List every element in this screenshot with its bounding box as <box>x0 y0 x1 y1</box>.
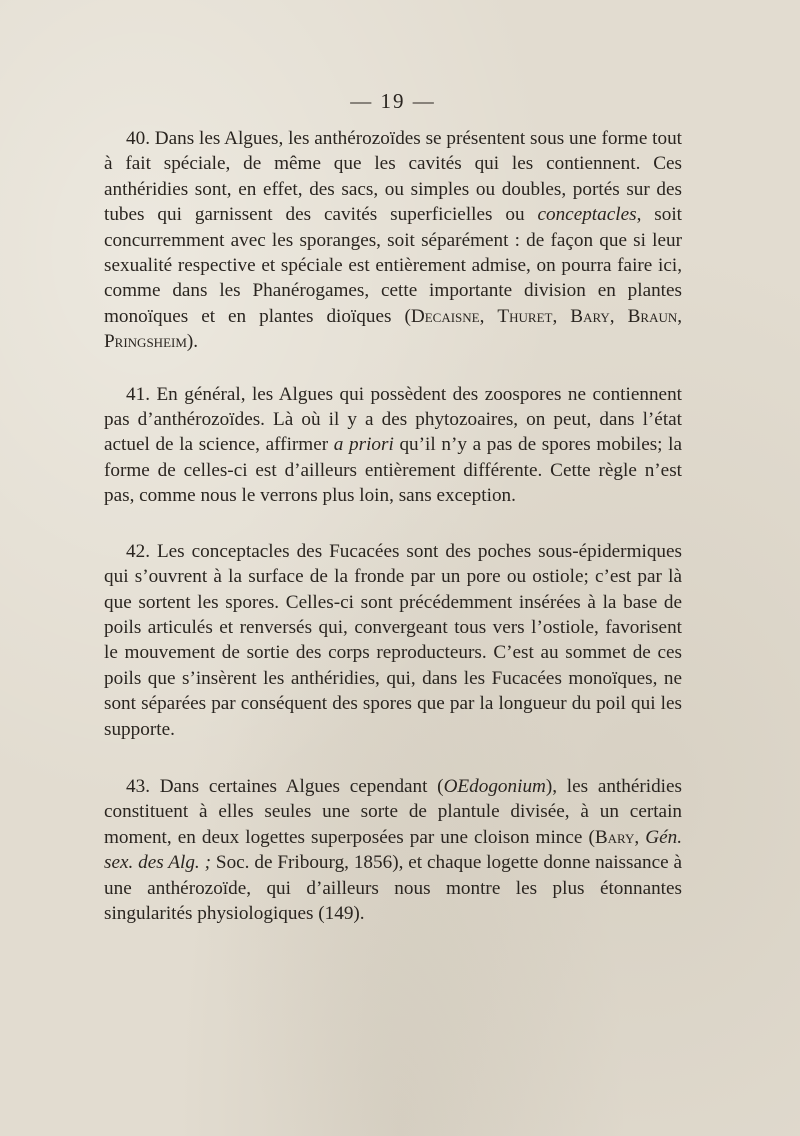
author-name: Pringsheim <box>104 331 187 353</box>
paragraph-text: Dans les Algues, les anthérozoïdes se présentent sous une forme tout à fait spéciale, de même que les cavités qui les contiennent. Ces anthéridies sont, en effet, des sacs, ou simples ou doubles, portés sur des tubes qui garnissent des cavités superficielles ou <box>104 128 682 226</box>
page-number: — 19 — <box>350 89 436 113</box>
paragraph-41 <box>104 382 682 509</box>
paragraph-number: 42. <box>126 540 150 562</box>
paragraph-gap <box>104 355 682 382</box>
separator: , <box>479 305 498 327</box>
paragraph-gap <box>104 509 682 539</box>
italic-term: OEdogonium <box>443 775 546 797</box>
paragraph-gap <box>104 742 682 774</box>
paragraph-number: 41. <box>126 383 150 405</box>
paragraph-text: Les conceptacles des Fucacées sont des poches sous-épidermiques qui s’ouvrent à la surface de la fronde par un pore ou ostiole; c’est par là que sortent les spores. Celles-ci sont précédemment insérées à la base de poils articulés et renversés qui, convergeant tous vers l’ostiole, favorisent le mouvement de sortie des corps reproducteurs. C’est au sommet de ces poils que s’insèrent les anthéridies, qui, dans les Fucacées monoïques, ne sont séparées par conséquent des spores que par la longueur du poil qui les supporte. <box>104 540 682 740</box>
paragraph-text: En général, les Algues qui possèdent des zoospores ne contiennent pas d’anthérozoïdes. Là où il y a des phytozoaires, on peut, dans l’état actuel de la science, affirmer <box>104 383 682 456</box>
author-name: Decaisne <box>410 305 480 327</box>
paragraph-text: Dans certaines Algues cependant ( <box>149 775 444 797</box>
author-name: Thuret <box>497 305 553 327</box>
paragraph-43 <box>104 774 682 926</box>
separator: , <box>609 305 628 327</box>
paragraph-42 <box>104 539 682 742</box>
separator: , <box>634 826 646 848</box>
paragraph-text: qu’il n’y a pas de spores mobiles; la forme de celles-ci est d’ailleurs entièrement différente. Cette règle n’est pas, comme nous le verrons plus loin, sans exception. <box>104 434 683 507</box>
paragraph-number: 40. <box>126 128 150 149</box>
paragraph-40 <box>104 126 682 355</box>
paragraph-text: , soit concurremment avec les sporanges, soit séparément : de façon que si leur sexualité respective et spéciale est entièrement admise, on pourra faire ici, comme dans les Phanérogames, cette importante division en plantes monoïques et en plantes dioïques ( <box>104 204 682 327</box>
paragraph-text: Soc. de Fribourg, 1856), et chaque logette donne naissance à une anthérozoïde, qui d’ailleurs nous montre les plus étonnantes singularités physiologiques (149). <box>104 852 683 924</box>
italic-term: a priori <box>333 434 394 456</box>
italic-citation: Gén. sex. des Alg. ; <box>104 826 683 874</box>
separator: , <box>552 305 571 327</box>
book-page <box>104 90 682 926</box>
separator: , <box>677 305 683 327</box>
author-name: Braun <box>627 305 678 327</box>
author-name: Bary <box>594 826 635 848</box>
author-name: Bary <box>570 305 610 327</box>
paragraph-number: 43. <box>126 775 150 797</box>
paragraph-text: ), les anthéridies constituent à elles seules une sorte de plantule divisée, à un certain moment, en deux logettes superposées par une cloison mince ( <box>104 775 682 848</box>
italic-term: conceptacles <box>537 204 637 226</box>
separator: ). <box>186 331 199 353</box>
